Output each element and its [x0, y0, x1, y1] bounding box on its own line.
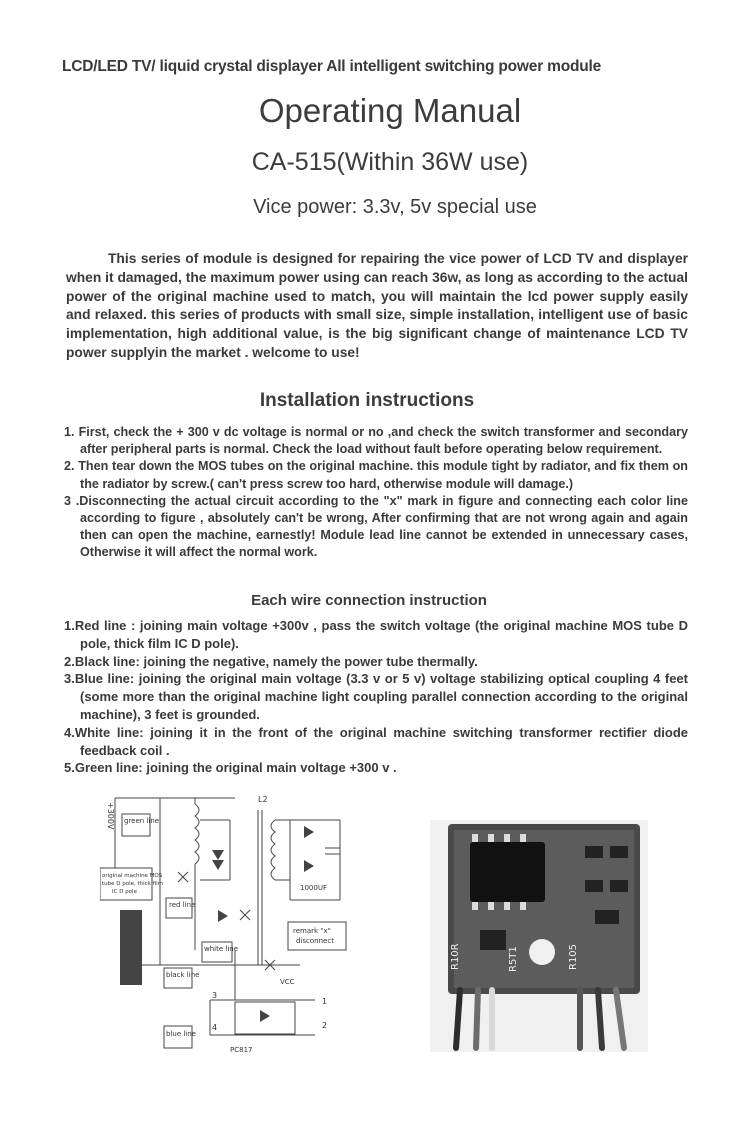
- fig-pin4: 4: [212, 1023, 218, 1032]
- photo-label-r1: R10R: [450, 943, 461, 970]
- photo-label-r2: R5T1: [508, 946, 519, 972]
- fig-pin3: 3: [212, 991, 218, 1000]
- circuit-diagram: [100, 790, 350, 1060]
- intro-paragraph: [66, 250, 688, 363]
- module-photo: [430, 820, 648, 1052]
- fig-blue-label: blue line: [166, 1030, 196, 1038]
- fig-pin1: 1: [322, 997, 328, 1006]
- fig-remark-1: remark "x": [293, 927, 331, 935]
- fig-module: module: [107, 932, 120, 974]
- page-title: Operating Manual: [258, 92, 522, 129]
- fig-cap: 1000UF: [300, 884, 327, 892]
- wiring-item: 3.Blue line: joining the original main voltage (3.3 v or 5 v) voltage stabilizing optical coupling 4 feet (some more than the original machine light coupling parallel connection according to the original machine), 3 feet is grounded.: [64, 671, 688, 722]
- photo-label-r3: R105: [568, 943, 579, 970]
- wiring-item: 5.Green line: joining the original main voltage +300 v .: [64, 760, 397, 776]
- product-header: LCD/LED TV/ liquid crystal displayer All intelligent switching power module: [62, 58, 602, 75]
- installation-list: [64, 424, 688, 562]
- intro-text: This series of module is designed for repairing the vice power of LCD TV and displayer when it damaged, the maximum power using can reach 36w, as long as according to the actual power of the original machine used to match, you will maintain the lcd power supply easily and relaxed. this series of products with small size, simple installation, intelligent use of basic implementation, high additional value, is the big significant change of maintenance LCD TV power supplyin the market . welcome to use!: [66, 251, 688, 360]
- fig-red-label: red line: [169, 901, 196, 909]
- wiring-item: 2.Black line: joining the negative, namely the power tube thermally.: [64, 653, 478, 669]
- wiring-item: 1.Red line : joining main voltage +300v , pass the switch voltage (the original machine MOS tube D pole, thick film IC D pole).: [64, 618, 688, 651]
- fig-white-label: white line: [204, 945, 239, 953]
- fig-black-label: black line: [166, 971, 200, 979]
- installation-title: Installation instructions: [259, 390, 475, 411]
- installation-item: 2. Then tear down the MOS tubes on the original machine. this module tight by radiator, and fix them on the radiator by screw.( can't press screw too hard, otherwise module will damage.): [64, 459, 688, 491]
- fig-pc817: PC817: [230, 1046, 253, 1054]
- fig-300v: +300V: [106, 802, 115, 830]
- installation-item: 3 .Disconnecting the actual circuit according to the "x" mark in figure and connecting each color line according to figure , absolutely can't be wrong, After confirming that are not wrong again and again then can open the machine, earnestly! Module lead line cannot be extended in unnecessary cases, Otherwise it will affect the normal work.: [64, 493, 688, 560]
- fig-mos-note-3: IC D pole: [112, 889, 137, 895]
- fig-l2: L2: [258, 795, 268, 804]
- fig-mos-note-2: tube D pole, thick film: [102, 881, 163, 887]
- fig-pin2: 2: [322, 1021, 328, 1030]
- wiring-list: [64, 617, 688, 777]
- fig-green-label: green line: [124, 817, 160, 825]
- wiring-item: 4.White line: joining it in the front of the original machine switching transformer rectifier diode feedback coil .: [64, 724, 688, 758]
- installation-item: 1. First, check the + 300 v dc voltage is normal or no ,and check the switch transformer and secondary after peripheral parts is normal. Check the load without fault before operating below requirement.: [64, 425, 688, 457]
- model-subtitle: CA-515(Within 36W use): [251, 148, 529, 176]
- vice-power-line: Vice power: 3.3v, 5v special use: [253, 196, 537, 218]
- fig-remark-2: disconnect: [296, 937, 334, 945]
- wiring-title: Each wire connection instruction: [251, 592, 487, 609]
- fig-vcc: VCC: [280, 978, 295, 986]
- fig-mos-note-1: original machine MOS: [102, 873, 163, 879]
